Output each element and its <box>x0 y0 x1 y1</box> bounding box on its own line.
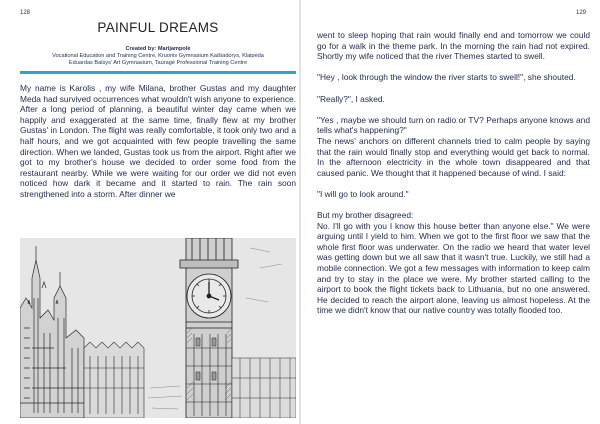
story-title: PAINFUL DREAMS <box>97 20 219 35</box>
paragraph: The news' anchors on different channels tried to calm people by saying that the rain would finally stop and everything would get back to normal. In the afternoon electricity in the whole town disappeared and that caused panic. We thought that it happened because of wind. I said: <box>317 135 590 178</box>
credits-block <box>22 46 294 68</box>
credit-line-2: Eduardas Balsys' Art Gymnasium, Tauragė Professional Training Centre <box>68 60 248 67</box>
paragraph: went to sleep hoping that rain would finally end and tomorrow we could go for a walk in the theme park. In the morning the rain had not expired. Shortly my wife noticed that the river Themes started to swell. <box>317 30 590 62</box>
right-body-text <box>317 30 590 327</box>
paragraph: But my brother disagreed: <box>317 210 414 221</box>
credit-by: Created by: Marijampolė <box>125 46 191 52</box>
paragraph: "Really?", I asked. <box>317 93 385 104</box>
paragraph: No. I'll go with you I know this house better than anyone else." We were arguing until I yield to him. When we got to the first floor we saw that the whole first floor was underwater. On the radio we heard that water level was getting down but we all saw that it wasn't true. Luckily, we still had a mobile connection. We got a few messages with information to keep calm and try to stay in the place we were. My brother started calling to the airport to book the flight tickets back to Lithuania, but no one answered. He decided to reach the airport alone, leaving us almost hopeless. At the time we didn't know that our native country was totally flooded too. <box>317 220 590 316</box>
paragraph: "Yes , maybe we should turn on radio or TV? Perhaps anyone knows and tells what's happening?" <box>317 114 590 136</box>
page-number-right: 129 <box>575 10 586 16</box>
paragraph: "Hey , look through the window the river starts to swell!", she shouted. <box>317 72 576 83</box>
page-number-left: 128 <box>20 10 31 16</box>
big-ben-sketch-illustration <box>20 238 296 418</box>
left-body-text: My name is Karolis , my wife Milana, brother Gustas and my daughter Meda had survived occurrences what wouldn't wish anyone to experience. After a long period of planning, a beautiful winter day came when we happily and exaggerated at the same time, finally flew at my brother Gustas' in London. The flight was really comfortable, it took only two and a half hours, and we got acquainted with few people travelling the same direction. When we landed, Gustas took us from the airport. Right after we got to my brother's house we decided to order some food from the restaurant nearby. While we were waiting for our order we did not even noticed how dark it became and it started to rain. The rain soon strengthened into a storm. After dinner we <box>20 83 296 199</box>
credit-line-1: Vocational Education and Training Centre, Kruonis Gymnasium Kaišiadorys, Klaipėda <box>52 53 264 60</box>
paragraph: "I will go to look around." <box>317 188 409 199</box>
right-page <box>301 0 600 424</box>
title-divider <box>20 71 296 74</box>
